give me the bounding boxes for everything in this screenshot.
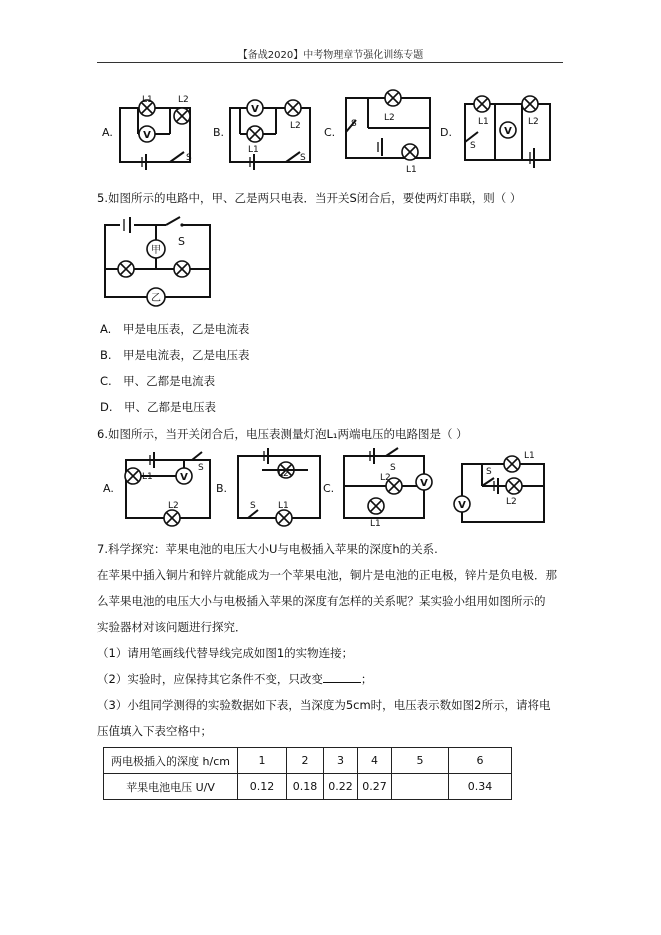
table-cell: 0.18 [287,774,324,800]
q7-paragraph-line-2: 么苹果电池的电压大小与电极插入苹果的深度有怎样的关系呢？某实验小组用如图所示的 [97,594,546,608]
q4-option-a-label: A. [102,126,113,139]
table-cell: 5 [392,748,449,774]
q5-option-a: A. 甲是电压表，乙是电流表 [100,322,250,336]
table-row [104,774,512,800]
q6-option-c-label: C. [323,482,335,495]
q4b-s-label: S [300,153,306,163]
q4b-l2-label: L2 [290,121,301,131]
q4b-l1-label: L1 [248,145,259,155]
table-row [104,748,512,774]
q4-circuit-c [346,90,430,175]
q6-circuit-diagrams [98,446,558,531]
table-cell: 0.27 [358,774,392,800]
q5-stem: 5.如图所示的电路中，甲、乙是两只电表．当开关S闭合后，要使两灯串联，则（ ） [97,191,522,205]
q6b-l2-label: L2 [278,469,289,479]
table-cell: 3 [324,748,358,774]
q4a-s-label: S [186,153,192,163]
q6a-l1-label: L1 [142,472,153,482]
q4d-l1-label: L1 [478,117,489,127]
table-cell: 0.22 [324,774,358,800]
header-rule [97,62,563,63]
q4c-s-label: S [351,119,357,129]
q6-figures [98,446,558,531]
q4-circuit-a [120,95,192,170]
q6-option-b-label: B. [216,482,228,495]
table-row-header-voltage: 苹果电池电压 U/V [104,774,238,800]
q6-circuit-c [344,448,432,529]
q7-data-table [103,747,512,800]
q4d-l2-label: L2 [528,117,539,127]
q6a-l2-label: L2 [168,501,179,511]
q6-option-a-label: A. [103,482,114,495]
q6b-l1-label: L1 [278,501,289,511]
q5-meter-jia: 甲 [151,245,161,256]
q6-circuit-d [454,451,544,522]
q4-circuit-d [465,96,550,168]
q5-circuit-diagram [100,215,220,305]
q6a-s-label: S [198,463,204,473]
q5-option-c: C. 甲、乙都是电流表 [100,374,216,388]
q4d-s-label: S [470,141,476,151]
page-header: 【备战2020】中考物理章节强化训练专题 [237,50,424,61]
q7-sub-question-2 [97,671,372,687]
q6d-l1-label: L1 [524,451,535,461]
q6c-l2-label: L2 [380,473,391,483]
q5-option-d: D. 甲、乙都是电压表 [100,400,217,414]
q4-figures [96,86,560,175]
q5-figure [100,215,220,305]
q4a-l2-label: L2 [178,95,189,105]
q7-title: 7.科学探究：苹果电池的电压大小U与电极插入苹果的深度h的关系. [97,542,438,556]
q4a-l1-label: L1 [142,95,153,105]
table-cell: 1 [238,748,287,774]
table-cell: 6 [449,748,512,774]
q7-paragraph-line-1: 在苹果中插入铜片和锌片就能成为一个苹果电池，铜片是电池的正电极，锌片是负电极．那 [97,568,557,582]
q4-option-c-label: C. [324,126,336,139]
q4c-l2-label: L2 [384,113,395,123]
q6d-s-label: S [486,467,492,477]
q5-option-b: B. 甲是电流表，乙是电压表 [100,348,250,362]
table-cell: 0.12 [238,774,287,800]
q6b-s-label: S [250,501,256,511]
table-cell-blank[interactable] [392,774,449,800]
q7-sub-question-3-line-2: 压值填入下表空格中； [97,724,212,738]
table-cell: 0.34 [449,774,512,800]
q6-stem: 6.如图所示，当开关闭合后，电压表测量灯泡L₁两端电压的电路图是（ ） [97,427,468,441]
q6-circuit-b [238,448,320,526]
q6d-l2-label: L2 [506,497,517,507]
q6-circuit-a [125,452,210,526]
q7-sub2-end: ； [360,672,373,686]
q7-sub2-text: （2）实验时，应保持其它条件不变，只改变 [97,672,323,686]
q6c-l1-label: L1 [370,519,381,529]
q4-option-b-label: B. [213,126,225,139]
table-row-header-depth: 两电极插入的深度 h/cm [104,748,238,774]
q4-circuit-b [230,100,310,170]
table-cell: 2 [287,748,324,774]
q4c-l1-label: L1 [406,165,417,175]
q7-sub-question-1: （1）请用笔画线代替导线完成如图1的实物连接； [97,646,354,660]
q5-switch-label: S [178,235,185,248]
q4-option-d-label: D. [440,126,452,139]
q5-meter-yi: 乙 [151,293,161,304]
q6c-s-label: S [390,463,396,473]
table-cell: 4 [358,748,392,774]
q7-paragraph-line-3: 实验器材对该问题进行探究． [97,620,247,634]
q7-sub-question-3-line-1: （3）小组同学测得的实验数据如下表，当深度为5cm时，电压表示数如图2所示，请将电 [97,698,551,712]
q4-circuit-diagrams: V A. L1 L2 S B. L1 L2 S C. S L2 L1 D. S L1 L2 [100,90,560,175]
q7-data-table-wrap [103,747,512,800]
q7-sub2-blank [323,672,361,683]
